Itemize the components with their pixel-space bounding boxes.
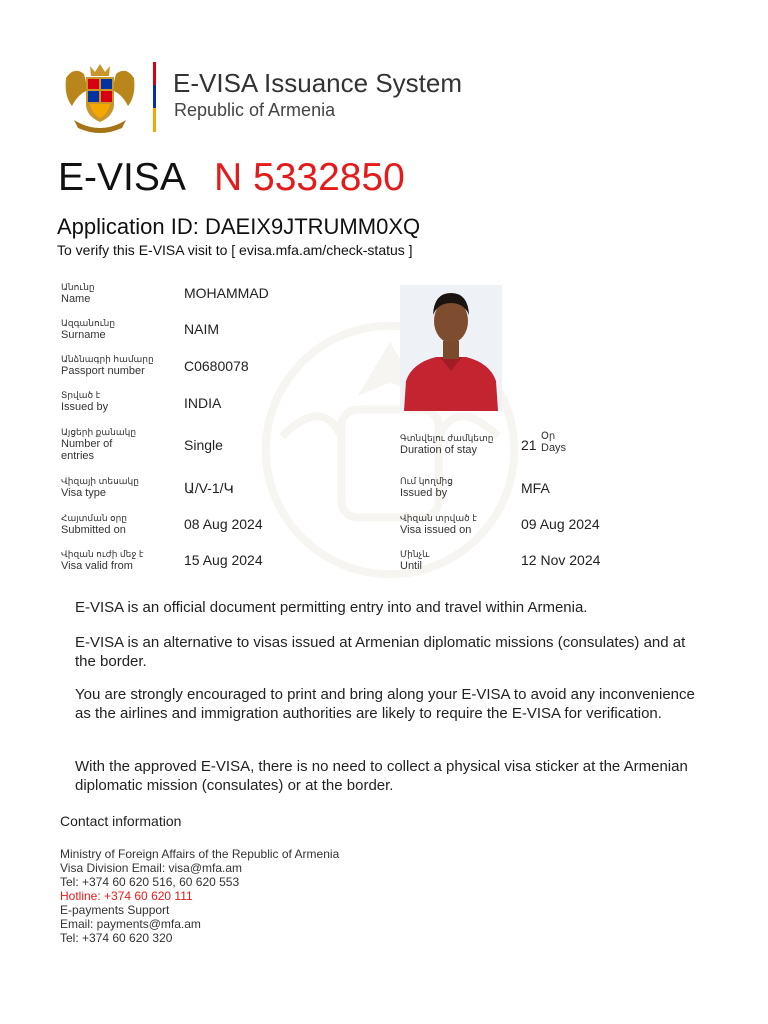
field-issued-by-country [61,390,108,413]
flag-stripe-divider [153,62,156,132]
submitted-on-value: 08 Aug 2024 [184,516,263,532]
hotline: Hotline: +374 60 620 111 [60,889,193,903]
info-paragraph: E-VISA is an alternative to visas issued at Armenian diplomatic missions (consulates) and at the border. [75,634,686,670]
visa-issued-on-value: 09 Aug 2024 [521,516,600,532]
duration-unit [541,431,566,454]
field-name [61,282,95,305]
field-label-en: Issued by [400,487,448,499]
duration-unit-en: Days [541,442,567,454]
name-value: MOHAMMAD [184,285,269,301]
field-label-hy: Վիզան ուժի մեջ է [61,549,144,559]
field-label-hy: Մինչև [400,549,430,559]
field-issued-by-authority [400,476,453,499]
duration-value: 21 [521,437,537,453]
field-label-hy: Ում կողմից [400,476,453,486]
field-label-hy: Ազգանունը [61,318,116,328]
info-paragraph: You are strongly encouraged to print and bring along your E-VISA to avoid any inconvenience as the airlines and immigration authorities are likely to require the E-VISA for verification. [75,686,695,722]
field-label-hy: Անունը [61,282,95,292]
field-label-en: Duration of stay [400,444,478,456]
verify-instructions: To verify this E-VISA visit to [ evisa.mfa.am/check-status ] [57,242,413,258]
field-surname [61,318,115,341]
field-label-en: Visa issued on [400,524,472,536]
field-passport [61,354,154,377]
contact-line: Tel: +374 60 620 516, 60 620 553 [60,875,240,889]
field-duration [400,433,493,456]
field-label-en: Visa type [61,487,107,499]
field-label-en: Name [61,293,91,305]
info-paragraph: E-VISA is an official document permitting entry into and travel within Armenia. [75,599,588,616]
field-label-hy: Հայտման օրը [61,513,127,523]
field-visa-issued-on [400,513,477,536]
field-visa-type [61,476,139,499]
field-label-hy: Գտնվելու ժամկետը [400,433,494,443]
until-value: 12 Nov 2024 [521,552,601,568]
visa-title: E-VISA [58,156,186,199]
visa-number: N 5332850 [214,156,405,199]
valid-from-value: 15 Aug 2024 [184,552,263,568]
system-title: E-VISA Issuance System [173,68,463,98]
field-label-en: Submitted on [61,524,126,536]
application-id: Application ID: DAEIX9JTRUMM0XQ [57,214,421,239]
field-entries [61,427,136,462]
applicant-photo [400,285,502,411]
contact-line: Visa Division Email: visa@mfa.am [60,861,243,875]
field-label-hy: Անձնագրի համարը [61,354,154,364]
contact-line: E-payments Support [60,903,170,917]
field-label-en: Until [400,560,423,572]
surname-value: NAIM [184,321,219,337]
field-label-en: Issued by [61,401,109,413]
entries-value: Single [184,437,223,453]
info-paragraph: With the approved E-VISA, there is no need to collect a physical visa sticker at the Armenian diplomatic mission (consulates) or at the border. [75,758,688,794]
field-submitted-on [61,513,127,536]
visa-type-value: Ա/V-1/Կ [184,480,234,496]
field-label-hy: Տրված է [61,390,101,400]
field-label-en: Visa valid from [61,560,133,572]
field-label-en: entries [61,450,95,462]
contact-line: Email: payments@mfa.am [60,917,201,931]
field-label-en: Number of [61,438,113,450]
passport-value: C0680078 [184,358,249,374]
contact-line: Tel: +374 60 620 320 [60,931,173,945]
duration-unit-hy: Օր [541,431,556,442]
field-valid-from [61,549,144,572]
armenia-coat-of-arms-icon [60,60,140,135]
system-subtitle: Republic of Armenia [174,100,336,120]
field-label-en: Passport number [61,365,145,377]
issued-by-authority-value: MFA [521,480,550,496]
issued-by-country-value: INDIA [184,395,222,411]
field-label-hy: Վիզան տրված է [400,513,477,523]
contact-title: Contact information [60,813,182,829]
field-label-hy: Այցերի քանակը [61,427,137,437]
field-label-hy: Վիզայի տեսակը [61,476,139,486]
field-label-en: Surname [61,329,106,341]
contact-line: Ministry of Foreign Affairs of the Republic of Armenia [60,847,340,861]
field-until [400,549,429,572]
